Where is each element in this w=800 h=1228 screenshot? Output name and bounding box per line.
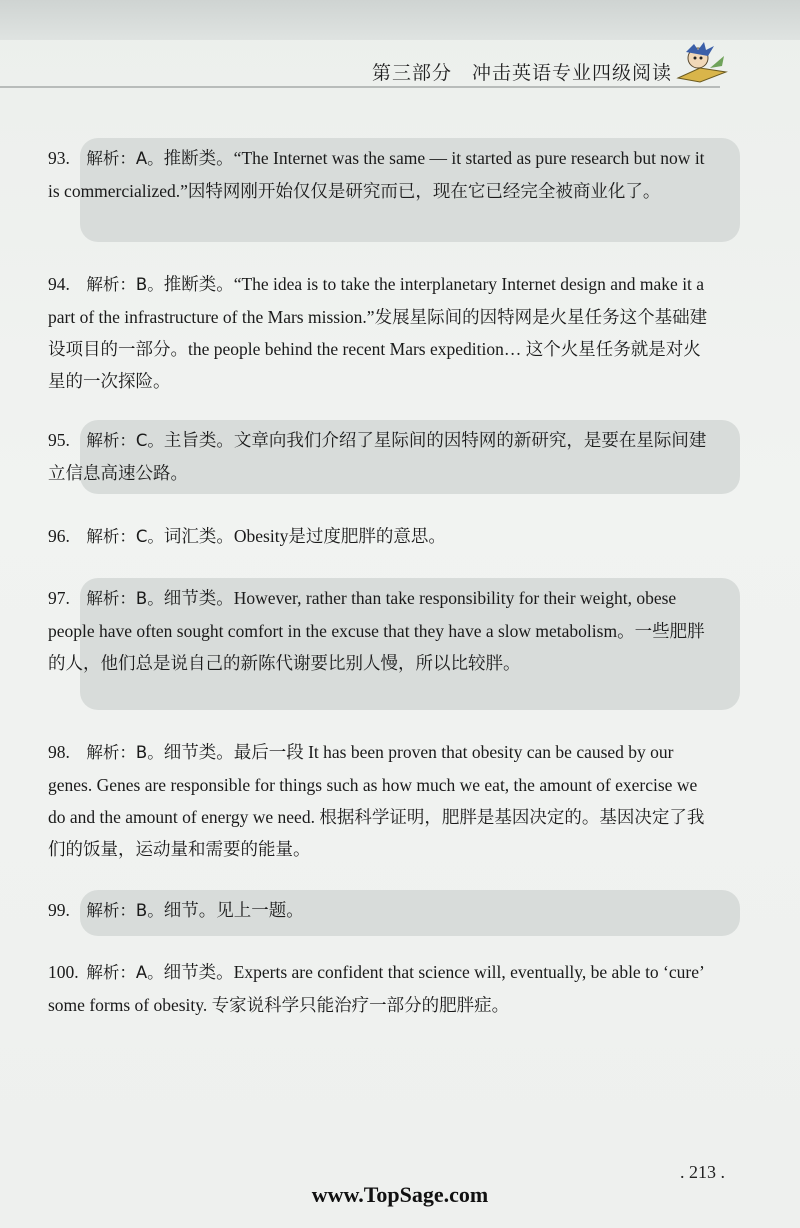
header-rule (0, 86, 720, 88)
entry-body: 细节类。However, rather than take responsibility for their weight, obese people have often sought comfort in the excuse that they have a slow metabolism。一些肥胖的人，他们总是说自己的新陈代谢要比别人慢，所以比较胖。 (48, 588, 705, 673)
answer-entry-100 (48, 956, 715, 1021)
entry-number: 100. (48, 962, 79, 982)
entry-number: 93. (48, 148, 70, 168)
entry-answer: B。 (135, 901, 164, 920)
answer-entry-99 (48, 894, 715, 927)
entry-number: 98. (48, 742, 70, 762)
entry-label: 解析： (86, 431, 136, 450)
answer-entry-94 (48, 268, 715, 397)
entry-answer: C。 (135, 431, 164, 450)
entry-body: 推断类。“The idea is to take the interplanetary Internet design and make it a part of the infrastructure of the Mars mission.”发展星际间的因特网是火星任务这个基础建设项目的一部分。the people behind the recent Mars expedition… 这个火星任务就是对火星的一次探险。 (48, 274, 708, 391)
entry-body: 细节类。最后一段 It has been proven that obesity can be caused by our genes. Genes are responsible for things such as how much we eat, the amount of exercise we do and the amount of energy we need. 根据科学证明，肥胖是基因决定的。基因决定了我们的饭量，运动量和需要的能量。 (48, 742, 705, 859)
answer-entry-98 (48, 736, 715, 865)
answer-entry-95 (48, 424, 715, 489)
entry-number: 95. (48, 430, 70, 450)
entry-number: 96. (48, 526, 70, 546)
answer-entry-96 (48, 520, 715, 553)
entry-body: 词汇类。Obesity是过度肥胖的意思。 (163, 526, 446, 546)
entry-answer: B。 (135, 275, 164, 294)
entry-body: 细节。见上一题。 (163, 900, 304, 920)
section-header-title: 第三部分 冲击英语专业四级阅读 (371, 62, 672, 84)
entry-label: 解析： (86, 963, 136, 982)
entry-label: 解析： (86, 901, 136, 920)
answer-entry-93 (48, 142, 715, 207)
entry-answer: A。 (135, 963, 164, 982)
entry-number: 97. (48, 588, 70, 608)
entry-answer: C。 (135, 527, 164, 546)
entry-label: 解析： (86, 589, 136, 608)
entry-label: 解析： (86, 743, 136, 762)
entry-label: 解析： (86, 275, 136, 294)
entry-body: 主旨类。文章向我们介绍了星际间的因特网的新研究，是要在星际间建立信息高速公路。 (48, 430, 707, 483)
entry-body: 细节类。Experts are confident that science will, eventually, be able to ‘cure’ some forms of obesity. 专家说科学只能治疗一部分的肥胖症。 (48, 962, 704, 1015)
entry-answer: B。 (135, 589, 164, 608)
top-band (0, 0, 800, 40)
footer-website: www.TopSage.com (311, 1182, 489, 1207)
answer-entry-97 (48, 582, 715, 679)
entry-answer: B。 (135, 743, 164, 762)
entry-label: 解析： (86, 527, 136, 546)
entry-number: 99. (48, 900, 70, 920)
entry-body: 推断类。“The Internet was the same — it started as pure research but now it is commercialized.”因特网刚开始仅仅是研究而已，现在它已经完全被商业化了。 (48, 148, 705, 201)
entry-answer: A。 (135, 149, 164, 168)
entry-label: 解析： (86, 149, 136, 168)
page-number: . 213 . (680, 1162, 725, 1182)
entry-number: 94. (48, 274, 70, 294)
